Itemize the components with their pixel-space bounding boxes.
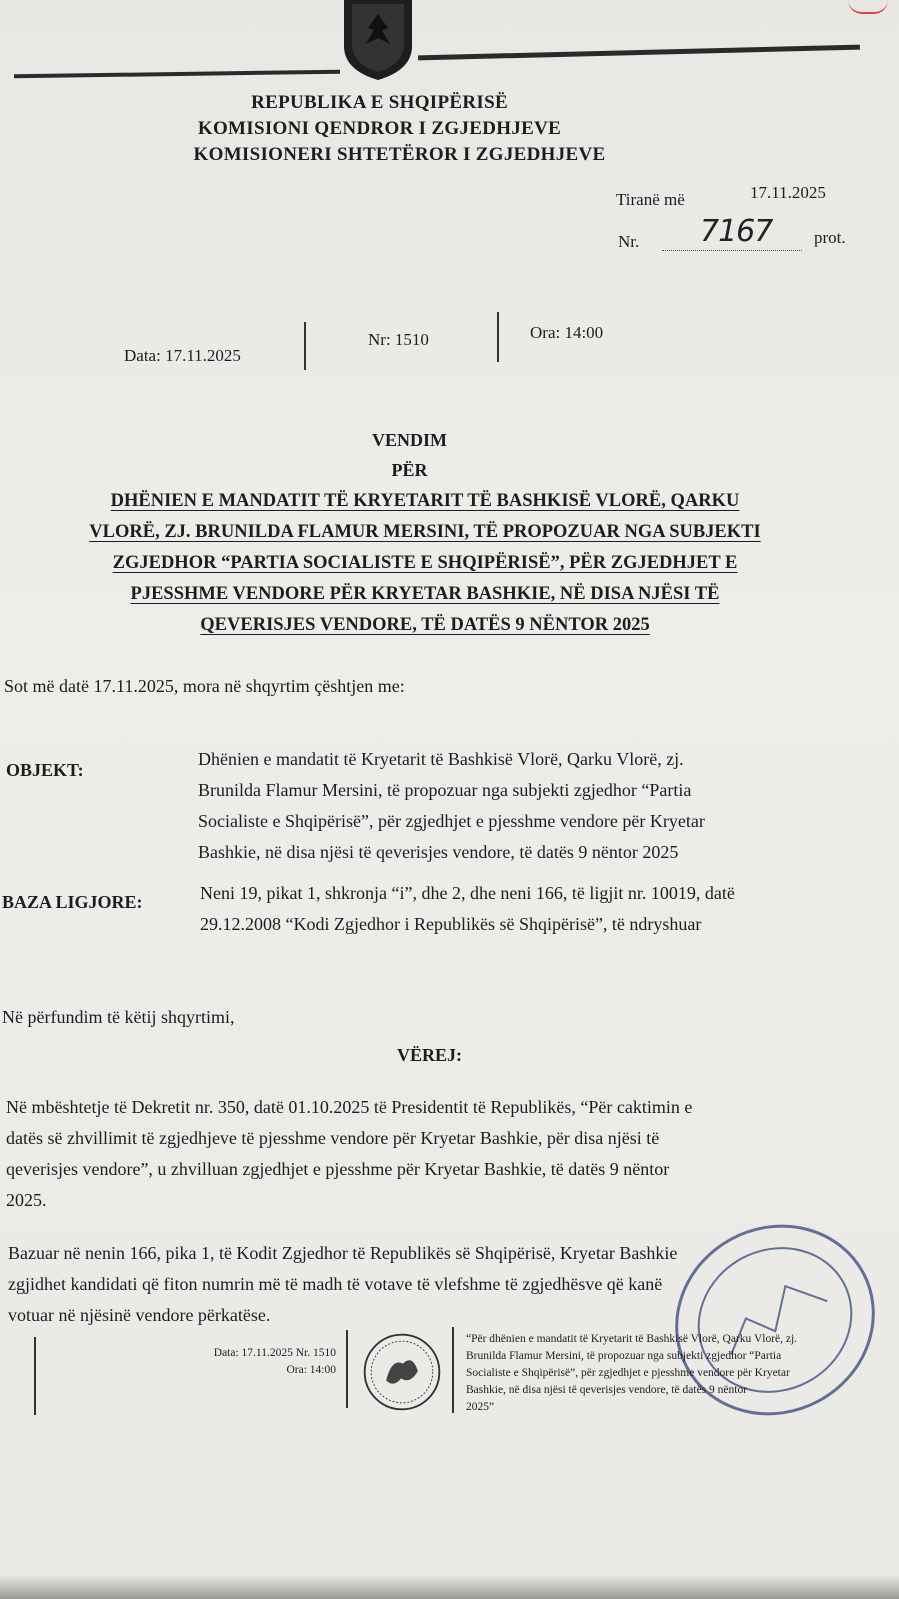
footer-summary-line: “Për dhënien e mandatit të Kryetarit të Bashkisë Vlorë, Qarku Vlorë, zj. <box>466 1333 798 1345</box>
para1-line: datës së zhvillimit të zgjedhjeve të pjesshme vendore për Kryetar Bashkie, për disa njësi të <box>6 1128 660 1148</box>
footer-meta-line: Ora: 14:00 <box>286 1364 336 1376</box>
subject-line: PJESSHME VENDORE PËR KRYETAR BASHKIE, NË DISA NJËSI TË <box>130 584 720 604</box>
decision-title: VENDIM <box>372 430 447 450</box>
dispatch-nr-label: Nr. <box>618 232 640 251</box>
objekt-line: Dhënien e mandatit të Kryetarit të Bashkisë Vlorë, Qarku Vlorë, zj. <box>198 749 684 769</box>
footer-summary-line: Socialiste e Shqipërisë”, për zgjedhjet e pjesshme vendore për Kryetar <box>466 1367 790 1379</box>
dispatch-date: 17.11.2025 <box>750 183 826 202</box>
baza-ligjore-label: BAZA LIGJORE: <box>2 892 143 912</box>
top-rule-left <box>14 70 340 79</box>
objekt-line: Socialiste e Shqipërisë”, për zgjedhjet e pjesshme vendore për Kryetar <box>198 811 705 831</box>
subject-line: VLORË, ZJ. BRUNILDA FLAMUR MERSINI, TË PROPOZUAR NGA SUBJEKTI <box>89 522 761 542</box>
footer-summary-line: Bashkie, në disa njësi të qeverisjes vendore, të datës 9 nëntor <box>466 1384 748 1396</box>
header-commission: KOMISIONI QENDROR I ZGJEDHJEVE <box>197 118 562 139</box>
meta-separator-2 <box>497 312 499 362</box>
para2-line: zgjidhet kandidati që fiton numrin më të madh të votave të vlefshme të zgjedhësve që kanë <box>8 1274 663 1294</box>
header-commissioner: KOMISIONERI SHTETËROR I ZGJEDHJEVE <box>193 144 606 165</box>
footer-meta <box>150 1345 336 1379</box>
footer-meta-line: Data: 17.11.2025 Nr. 1510 <box>213 1347 336 1359</box>
footer-left-rule <box>34 1337 36 1415</box>
baza-ligjore-text <box>200 878 870 940</box>
dispatch-place-label: Tiranë më <box>616 190 685 209</box>
verej-heading: VËREJ: <box>396 1045 462 1065</box>
para1-line: 2025. <box>6 1190 47 1210</box>
para1-line: qeverisjes vendore”, u zhvilluan zgjedhjet e pjesshme për Kryetar Bashkie, të datës 9 nëntor <box>6 1159 670 1179</box>
page-bottom-shadow <box>0 1575 899 1599</box>
objekt-line: Bashkie, në disa njësi të qeverisjes vendore, të datës 9 nëntor 2025 <box>198 842 679 862</box>
top-rule-right <box>418 45 860 61</box>
para2-line: votuar në njësinë vendore përkatëse. <box>8 1305 271 1325</box>
meta-separator-1 <box>304 322 306 370</box>
meta-time: Ora: 14:00 <box>530 323 604 342</box>
coat-of-arms-emblem <box>338 0 418 82</box>
baza-line: Neni 19, pikat 1, shkronja “i”, dhe 2, dhe neni 166, të ligjit nr. 10019, datë <box>200 883 735 903</box>
para1-line: Në mbështetje të Dekretit nr. 350, datë 01.10.2025 të Presidentit të Republikës, “Për caktimin e <box>6 1097 693 1117</box>
footer-rule-2 <box>346 1330 348 1408</box>
decision-subject <box>10 486 840 641</box>
footer-summary-line: 2025” <box>466 1401 495 1413</box>
intro-text: Sot më datë 17.11.2025, mora në shqyrtim çështjen me: <box>4 676 405 696</box>
top-corner-mark <box>848 0 888 14</box>
para2-line: Bazuar në nenin 166, pika 1, të Kodit Zgjedhor të Republikës së Shqipërisë, Kryetar Bashkie <box>8 1243 678 1263</box>
header-republic: REPUBLIKA E SHQIPËRISË <box>251 92 508 113</box>
dispatch-nr-underline <box>662 250 802 251</box>
meta-date: Data: 17.11.2025 <box>124 346 241 365</box>
dispatch-prot-label: prot. <box>814 228 846 247</box>
subject-line: QEVERISJES VENDORE, TË DATËS 9 NËNTOR 2025 <box>200 615 650 635</box>
subject-line: ZGJEDHOR “PARTIA SOCIALISTE E SHQIPËRISË”, PËR ZGJEDHJET E <box>112 553 738 573</box>
objekt-label: OBJEKT: <box>6 760 84 780</box>
meta-number: Nr: 1510 <box>368 330 429 349</box>
objekt-line: Brunilda Flamur Mersini, të propozuar nga subjekti zgjedhor “Partia <box>198 780 692 800</box>
paragraph-decree <box>6 1092 876 1216</box>
footer-seal-logo <box>360 1330 444 1414</box>
baza-line: 29.12.2008 “Kodi Zgjedhor i Republikës së Shqipërisë”, të ndryshuar <box>200 914 702 934</box>
footer-summary <box>466 1331 886 1416</box>
dispatch-nr-handwritten: 7167 <box>700 214 773 249</box>
footer-summary-line: Brunilda Flamur Mersini, të propozuar nga subjekti zgjedhor “Partia <box>466 1350 782 1362</box>
decision-per: PËR <box>391 460 428 480</box>
objekt-text <box>198 744 858 868</box>
subject-line: DHËNIEN E MANDATIT TË KRYETARIT TË BASHKISË VLORË, QARKU <box>110 491 740 511</box>
footer-rule-3 <box>452 1327 454 1413</box>
conclusion-text: Në përfundim të këtij shqyrtimi, <box>2 1007 235 1027</box>
